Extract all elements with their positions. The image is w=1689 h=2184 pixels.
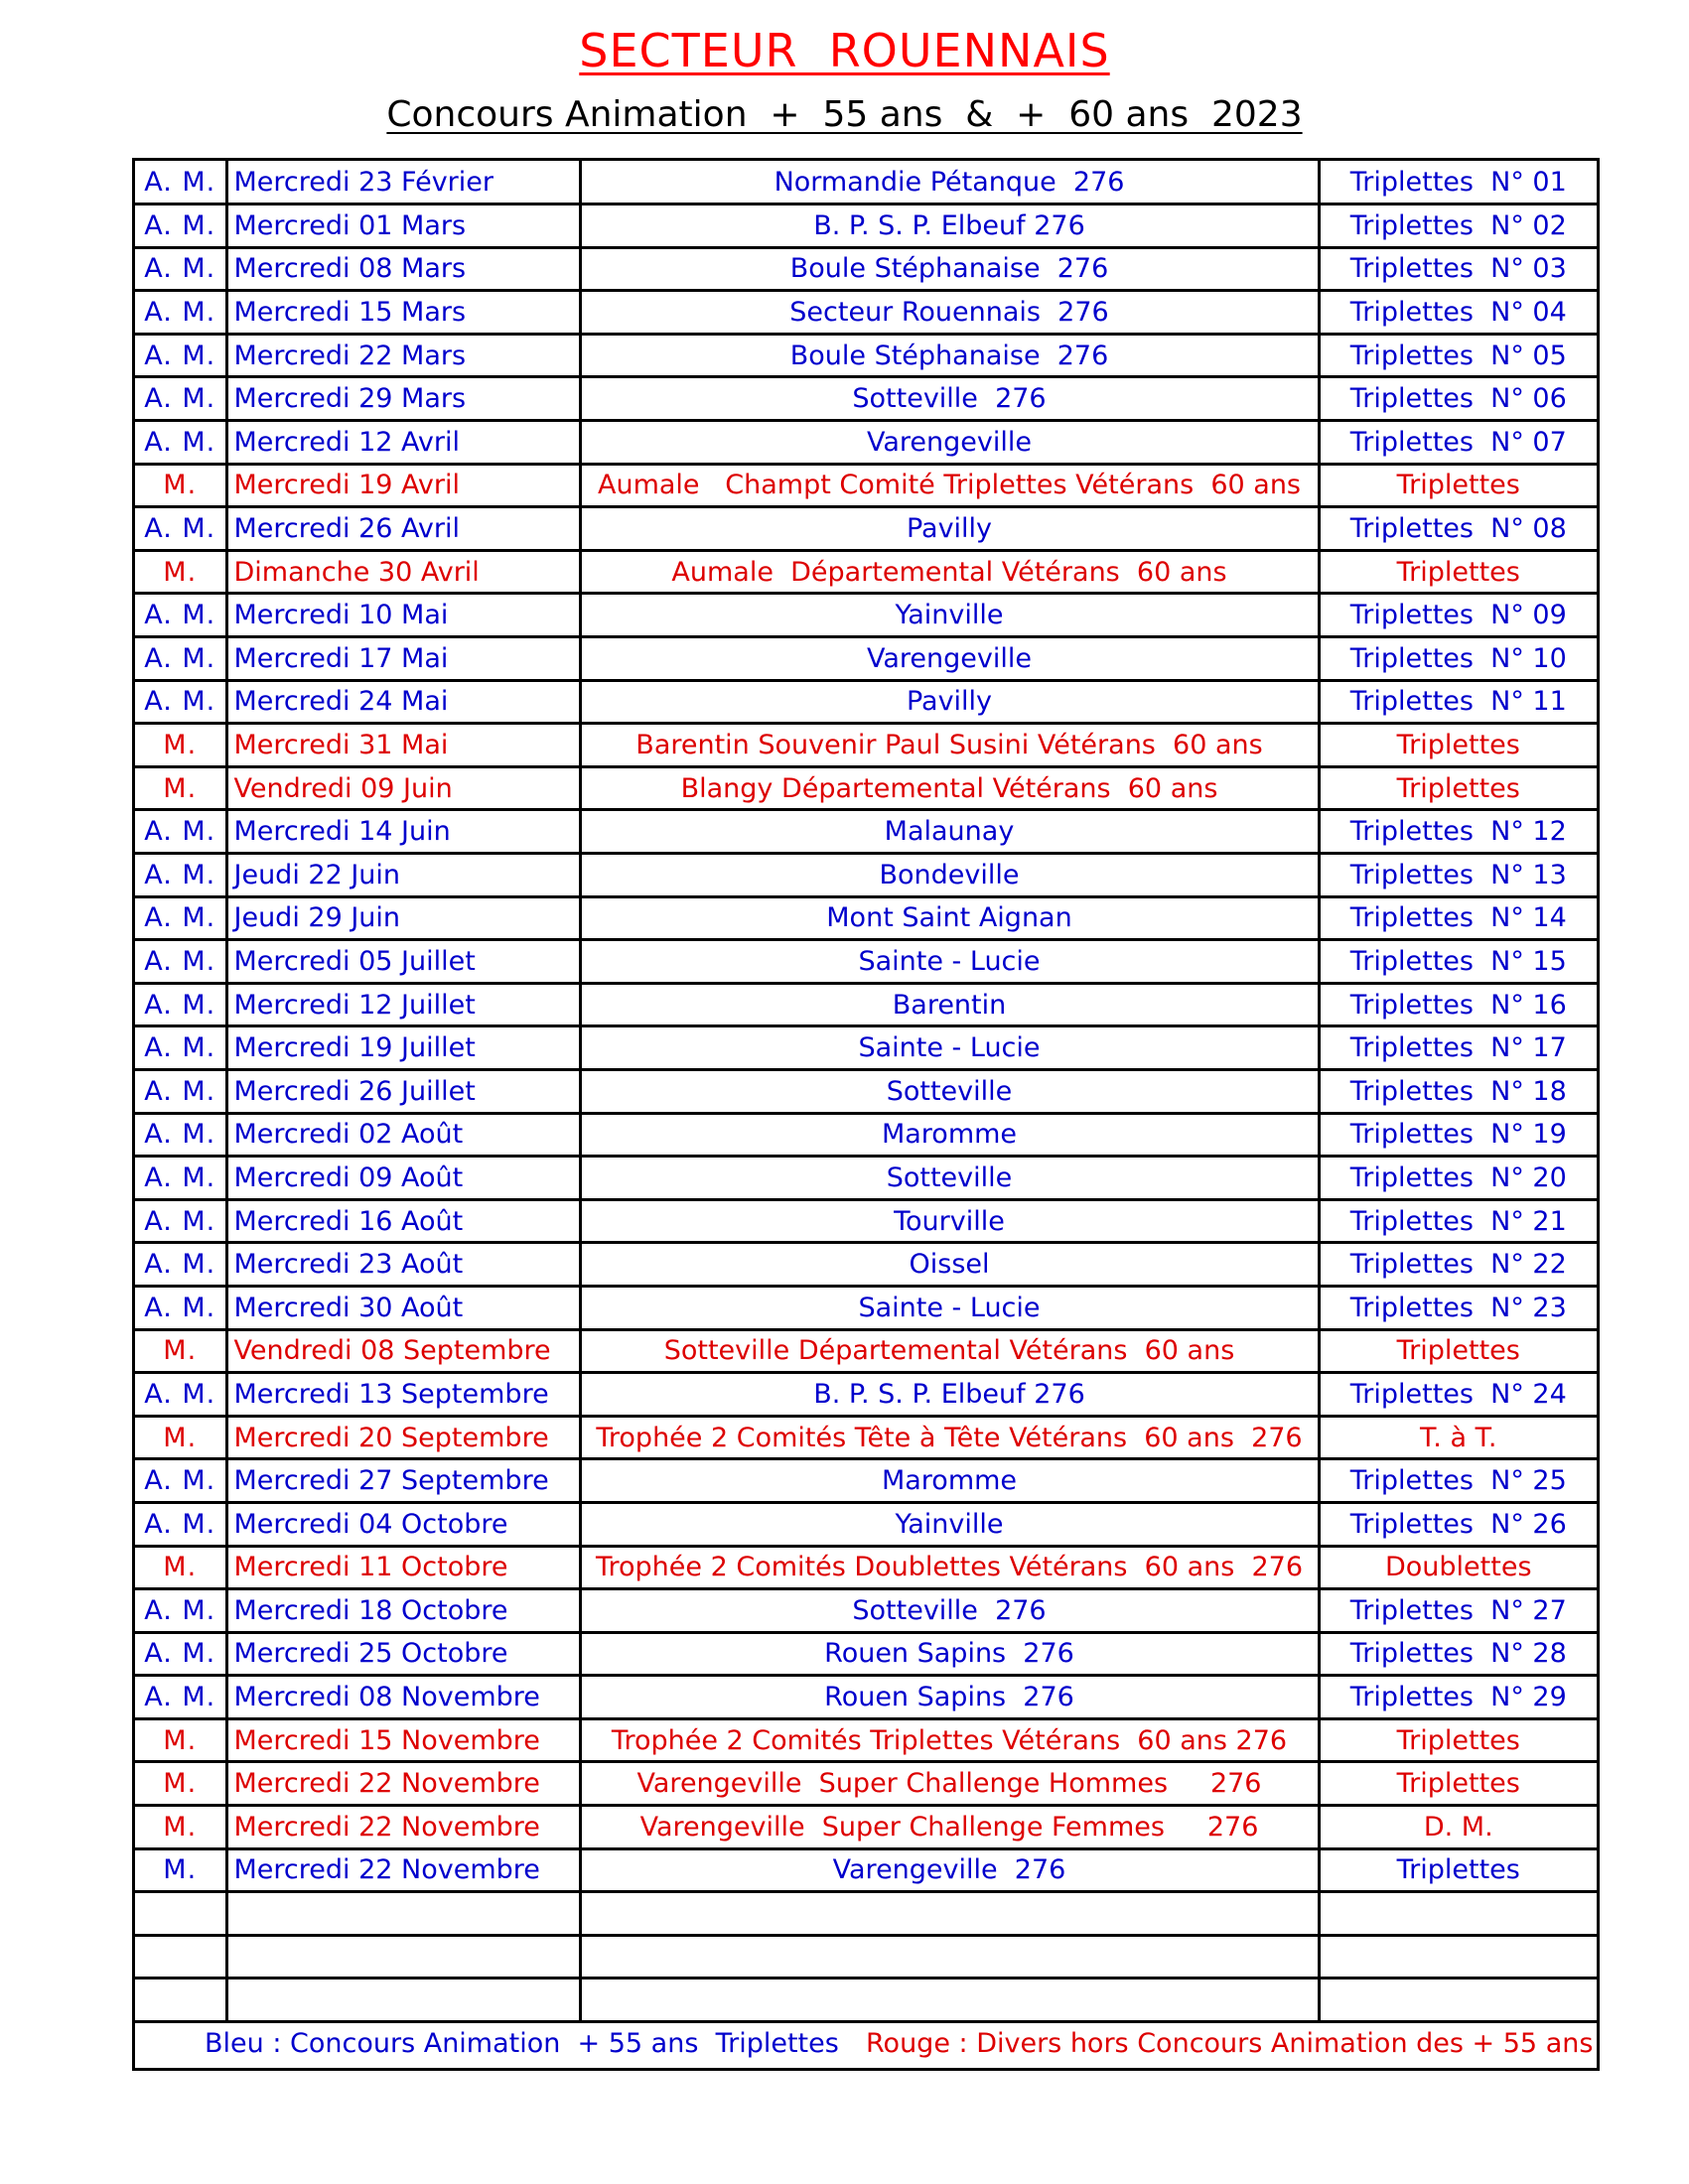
event-type-cell: A. M. <box>135 161 226 205</box>
table-row <box>135 1502 1597 1546</box>
event-type-cell <box>135 1892 226 1936</box>
format-cell: Triplettes N° 03 <box>1319 247 1597 291</box>
event-type-cell: A. M. <box>135 854 226 897</box>
table-row <box>135 1762 1597 1806</box>
venue-cell: Boule Stéphanaise 276 <box>580 247 1319 291</box>
table-row <box>135 1979 1597 2022</box>
date-cell: Jeudi 29 Juin <box>226 896 580 940</box>
venue-cell: Sotteville 276 <box>580 377 1319 421</box>
venue-cell: Trophée 2 Comités Triplettes Vétérans 60 ans 276 <box>580 1718 1319 1762</box>
venue-cell: Sainte - Lucie <box>580 1026 1319 1070</box>
format-cell: Triplettes N° 02 <box>1319 205 1597 248</box>
venue-cell: Normandie Pétanque 276 <box>580 161 1319 205</box>
calendar-body <box>135 161 1597 2022</box>
event-type-cell <box>135 1979 226 2022</box>
event-type-cell: A. M. <box>135 1589 226 1633</box>
format-cell: Triplettes N° 05 <box>1319 334 1597 377</box>
date-cell <box>226 1935 580 1979</box>
venue-cell: B. P. S. P. Elbeuf 276 <box>580 1373 1319 1417</box>
date-cell: Mercredi 22 Mars <box>226 334 580 377</box>
format-cell: Triplettes N° 10 <box>1319 637 1597 681</box>
venue-cell: Malaunay <box>580 810 1319 854</box>
event-type-cell: A. M. <box>135 940 226 984</box>
date-cell: Mercredi 22 Novembre <box>226 1848 580 1892</box>
date-cell: Mercredi 12 Avril <box>226 421 580 465</box>
date-cell: Mercredi 09 Août <box>226 1157 580 1200</box>
event-type-cell: A. M. <box>135 205 226 248</box>
event-type-cell: M. <box>135 1416 226 1459</box>
table-row <box>135 1373 1597 1417</box>
format-cell: Triplettes <box>1319 1329 1597 1373</box>
format-cell: Triplettes N° 06 <box>1319 377 1597 421</box>
event-type-cell: A. M. <box>135 377 226 421</box>
date-cell: Mercredi 04 Octobre <box>226 1502 580 1546</box>
table-row <box>135 377 1597 421</box>
format-cell <box>1319 1892 1597 1936</box>
format-cell: Triplettes N° 14 <box>1319 896 1597 940</box>
table-row <box>135 1459 1597 1503</box>
table-row <box>135 291 1597 335</box>
date-cell: Mercredi 26 Juillet <box>226 1069 580 1113</box>
date-cell: Mercredi 27 Septembre <box>226 1459 580 1503</box>
event-type-cell: A. M. <box>135 1157 226 1200</box>
venue-cell: Rouen Sapins 276 <box>580 1632 1319 1676</box>
venue-cell: Tourville <box>580 1199 1319 1243</box>
venue-cell: Oissel <box>580 1243 1319 1287</box>
venue-cell: Bondeville <box>580 854 1319 897</box>
event-type-cell: A. M. <box>135 1459 226 1503</box>
event-type-cell: A. M. <box>135 1373 226 1417</box>
date-cell: Mercredi 15 Mars <box>226 291 580 335</box>
event-type-cell: M. <box>135 766 226 810</box>
format-cell: Doublettes <box>1319 1546 1597 1589</box>
date-cell: Mercredi 02 Août <box>226 1113 580 1157</box>
table-row <box>135 637 1597 681</box>
event-type-cell: M. <box>135 1329 226 1373</box>
date-cell: Mercredi 12 Juillet <box>226 983 580 1026</box>
format-cell: Triplettes N° 09 <box>1319 594 1597 637</box>
format-cell: Triplettes N° 22 <box>1319 1243 1597 1287</box>
event-type-cell: M. <box>135 1718 226 1762</box>
date-cell: Dimanche 30 Avril <box>226 550 580 594</box>
event-type-cell: A. M. <box>135 1676 226 1719</box>
table-row <box>135 1286 1597 1329</box>
event-type-cell: A. M. <box>135 637 226 681</box>
format-cell: Triplettes N° 15 <box>1319 940 1597 984</box>
event-type-cell: A. M. <box>135 1199 226 1243</box>
event-type-cell: M. <box>135 1762 226 1806</box>
table-row <box>135 1026 1597 1070</box>
event-type-cell: A. M. <box>135 291 226 335</box>
format-cell: Triplettes <box>1319 550 1597 594</box>
event-type-cell: A. M. <box>135 1069 226 1113</box>
date-cell: Vendredi 09 Juin <box>226 766 580 810</box>
table-row <box>135 1157 1597 1200</box>
table-row <box>135 1848 1597 1892</box>
venue-cell: Trophée 2 Comités Doublettes Vétérans 60 ans 276 <box>580 1546 1319 1589</box>
format-cell: Triplettes N° 26 <box>1319 1502 1597 1546</box>
date-cell: Mercredi 13 Septembre <box>226 1373 580 1417</box>
venue-cell: Pavilly <box>580 507 1319 551</box>
format-cell: Triplettes N° 18 <box>1319 1069 1597 1113</box>
venue-cell: Sotteville Départemental Vétérans 60 ans <box>580 1329 1319 1373</box>
format-cell: Triplettes N° 16 <box>1319 983 1597 1026</box>
date-cell: Vendredi 08 Septembre <box>226 1329 580 1373</box>
venue-cell: Maromme <box>580 1459 1319 1503</box>
table-row <box>135 1416 1597 1459</box>
venue-cell: Sotteville <box>580 1069 1319 1113</box>
venue-cell: Aumale Départemental Vétérans 60 ans <box>580 550 1319 594</box>
date-cell: Mercredi 15 Novembre <box>226 1718 580 1762</box>
table-row <box>135 464 1597 507</box>
event-type-cell: A. M. <box>135 334 226 377</box>
format-cell: Triplettes N° 19 <box>1319 1113 1597 1157</box>
format-cell: D. M. <box>1319 1806 1597 1849</box>
table-row <box>135 766 1597 810</box>
event-type-cell <box>135 1935 226 1979</box>
event-type-cell: M. <box>135 1806 226 1849</box>
event-type-cell: A. M. <box>135 507 226 551</box>
format-cell <box>1319 1935 1597 1979</box>
table-row <box>135 421 1597 465</box>
venue-cell: Mont Saint Aignan <box>580 896 1319 940</box>
date-cell: Mercredi 29 Mars <box>226 377 580 421</box>
date-cell: Mercredi 19 Avril <box>226 464 580 507</box>
table-row <box>135 247 1597 291</box>
event-type-cell: A. M. <box>135 1632 226 1676</box>
date-cell <box>226 1892 580 1936</box>
date-cell: Mercredi 23 Août <box>226 1243 580 1287</box>
table-row <box>135 1935 1597 1979</box>
venue-cell: Sainte - Lucie <box>580 940 1319 984</box>
date-cell: Mercredi 24 Mai <box>226 680 580 724</box>
date-cell: Mercredi 14 Juin <box>226 810 580 854</box>
venue-cell: Sainte - Lucie <box>580 1286 1319 1329</box>
event-type-cell: M. <box>135 724 226 767</box>
venue-cell: Barentin <box>580 983 1319 1026</box>
date-cell: Mercredi 20 Septembre <box>226 1416 580 1459</box>
date-cell: Mercredi 17 Mai <box>226 637 580 681</box>
date-cell: Mercredi 19 Juillet <box>226 1026 580 1070</box>
venue-cell: Varengeville Super Challenge Hommes 276 <box>580 1762 1319 1806</box>
event-type-cell: A. M. <box>135 1026 226 1070</box>
event-type-cell: A. M. <box>135 896 226 940</box>
event-type-cell: M. <box>135 1546 226 1589</box>
table-row <box>135 1199 1597 1243</box>
subtitle-text: Concours Animation + 55 ans & + 60 ans 2023 <box>386 94 1303 135</box>
table-row <box>135 550 1597 594</box>
legend-blue-text: Bleu : Concours Animation + 55 ans Triplettes <box>205 2028 839 2059</box>
table-row <box>135 1113 1597 1157</box>
table-row <box>135 205 1597 248</box>
venue-cell: Sotteville <box>580 1157 1319 1200</box>
legend <box>135 2020 1597 2068</box>
format-cell: Triplettes N° 25 <box>1319 1459 1597 1503</box>
date-cell: Mercredi 08 Novembre <box>226 1676 580 1719</box>
venue-cell: Yainville <box>580 1502 1319 1546</box>
format-cell: Triplettes N° 27 <box>1319 1589 1597 1633</box>
table-row <box>135 940 1597 984</box>
table-row <box>135 1329 1597 1373</box>
event-type-cell: A. M. <box>135 1113 226 1157</box>
date-cell: Mercredi 05 Juillet <box>226 940 580 984</box>
date-cell: Mercredi 22 Novembre <box>226 1762 580 1806</box>
format-cell: Triplettes <box>1319 1718 1597 1762</box>
date-cell: Mercredi 22 Novembre <box>226 1806 580 1849</box>
date-cell: Mercredi 31 Mai <box>226 724 580 767</box>
venue-cell: Varengeville <box>580 421 1319 465</box>
date-cell: Mercredi 23 Février <box>226 161 580 205</box>
format-cell: Triplettes N° 07 <box>1319 421 1597 465</box>
venue-cell: Varengeville 276 <box>580 1848 1319 1892</box>
table-row <box>135 161 1597 205</box>
event-type-cell: A. M. <box>135 680 226 724</box>
date-cell: Jeudi 22 Juin <box>226 854 580 897</box>
date-cell: Mercredi 11 Octobre <box>226 1546 580 1589</box>
table-row <box>135 896 1597 940</box>
title-text: SECTEUR ROUENNAIS <box>579 24 1110 77</box>
date-cell: Mercredi 08 Mars <box>226 247 580 291</box>
venue-cell <box>580 1935 1319 1979</box>
table-row <box>135 983 1597 1026</box>
table-row <box>135 1676 1597 1719</box>
venue-cell <box>580 1892 1319 1936</box>
event-type-cell: A. M. <box>135 421 226 465</box>
date-cell: Mercredi 16 Août <box>226 1199 580 1243</box>
table-row <box>135 1069 1597 1113</box>
venue-cell: Maromme <box>580 1113 1319 1157</box>
event-type-cell: A. M. <box>135 247 226 291</box>
venue-cell: Pavilly <box>580 680 1319 724</box>
table-row <box>135 1718 1597 1762</box>
venue-cell: Rouen Sapins 276 <box>580 1676 1319 1719</box>
format-cell: Triplettes N° 12 <box>1319 810 1597 854</box>
venue-cell: Sotteville 276 <box>580 1589 1319 1633</box>
date-cell: Mercredi 01 Mars <box>226 205 580 248</box>
format-cell: Triplettes N° 20 <box>1319 1157 1597 1200</box>
table-row <box>135 334 1597 377</box>
table-row <box>135 1243 1597 1287</box>
date-cell: Mercredi 25 Octobre <box>226 1632 580 1676</box>
format-cell: Triplettes N° 17 <box>1319 1026 1597 1070</box>
format-cell: Triplettes N° 29 <box>1319 1676 1597 1719</box>
format-cell: Triplettes N° 23 <box>1319 1286 1597 1329</box>
format-cell: Triplettes <box>1319 724 1597 767</box>
venue-cell <box>580 1979 1319 2022</box>
event-type-cell: M. <box>135 464 226 507</box>
event-type-cell: A. M. <box>135 594 226 637</box>
event-type-cell: A. M. <box>135 1502 226 1546</box>
date-cell: Mercredi 26 Avril <box>226 507 580 551</box>
venue-cell: Secteur Rouennais 276 <box>580 291 1319 335</box>
format-cell: Triplettes N° 11 <box>1319 680 1597 724</box>
format-cell: Triplettes <box>1319 766 1597 810</box>
table-row <box>135 1632 1597 1676</box>
date-cell <box>226 1979 580 2022</box>
venue-cell: Varengeville <box>580 637 1319 681</box>
format-cell: Triplettes N° 13 <box>1319 854 1597 897</box>
event-type-cell: M. <box>135 1848 226 1892</box>
event-type-cell: A. M. <box>135 983 226 1026</box>
table-row <box>135 594 1597 637</box>
format-cell: Triplettes N° 01 <box>1319 161 1597 205</box>
date-cell: Mercredi 18 Octobre <box>226 1589 580 1633</box>
format-cell: Triplettes N° 04 <box>1319 291 1597 335</box>
format-cell <box>1319 1979 1597 2022</box>
table-row <box>135 507 1597 551</box>
venue-cell: B. P. S. P. Elbeuf 276 <box>580 205 1319 248</box>
event-type-cell: A. M. <box>135 810 226 854</box>
legend-red-text: Rouge : Divers hors Concours Animation des + 55 ans <box>866 2028 1594 2059</box>
event-type-cell: M. <box>135 550 226 594</box>
format-cell: T. à T. <box>1319 1416 1597 1459</box>
calendar-table <box>135 161 1597 2023</box>
table-row <box>135 1806 1597 1849</box>
venue-cell: Blangy Départemental Vétérans 60 ans <box>580 766 1319 810</box>
format-cell: Triplettes <box>1319 1762 1597 1806</box>
format-cell: Triplettes N° 28 <box>1319 1632 1597 1676</box>
event-type-cell: A. M. <box>135 1243 226 1287</box>
format-cell: Triplettes <box>1319 1848 1597 1892</box>
venue-cell: Varengeville Super Challenge Femmes 276 <box>580 1806 1319 1849</box>
venue-cell: Yainville <box>580 594 1319 637</box>
date-cell: Mercredi 10 Mai <box>226 594 580 637</box>
venue-cell: Aumale Champt Comité Triplettes Vétérans 60 ans <box>580 464 1319 507</box>
format-cell: Triplettes <box>1319 464 1597 507</box>
table-row <box>135 810 1597 854</box>
table-row <box>135 724 1597 767</box>
venue-cell: Trophée 2 Comités Tête à Tête Vétérans 60 ans 276 <box>580 1416 1319 1459</box>
format-cell: Triplettes N° 21 <box>1319 1199 1597 1243</box>
calendar-sheet <box>132 158 1600 2071</box>
document-title <box>0 24 1689 77</box>
table-row <box>135 1892 1597 1936</box>
table-row <box>135 854 1597 897</box>
table-row <box>135 1589 1597 1633</box>
format-cell: Triplettes N° 08 <box>1319 507 1597 551</box>
format-cell: Triplettes N° 24 <box>1319 1373 1597 1417</box>
event-type-cell: A. M. <box>135 1286 226 1329</box>
date-cell: Mercredi 30 Août <box>226 1286 580 1329</box>
table-row <box>135 680 1597 724</box>
venue-cell: Boule Stéphanaise 276 <box>580 334 1319 377</box>
table-row <box>135 1546 1597 1589</box>
document-subtitle <box>0 94 1689 135</box>
venue-cell: Barentin Souvenir Paul Susini Vétérans 60 ans <box>580 724 1319 767</box>
